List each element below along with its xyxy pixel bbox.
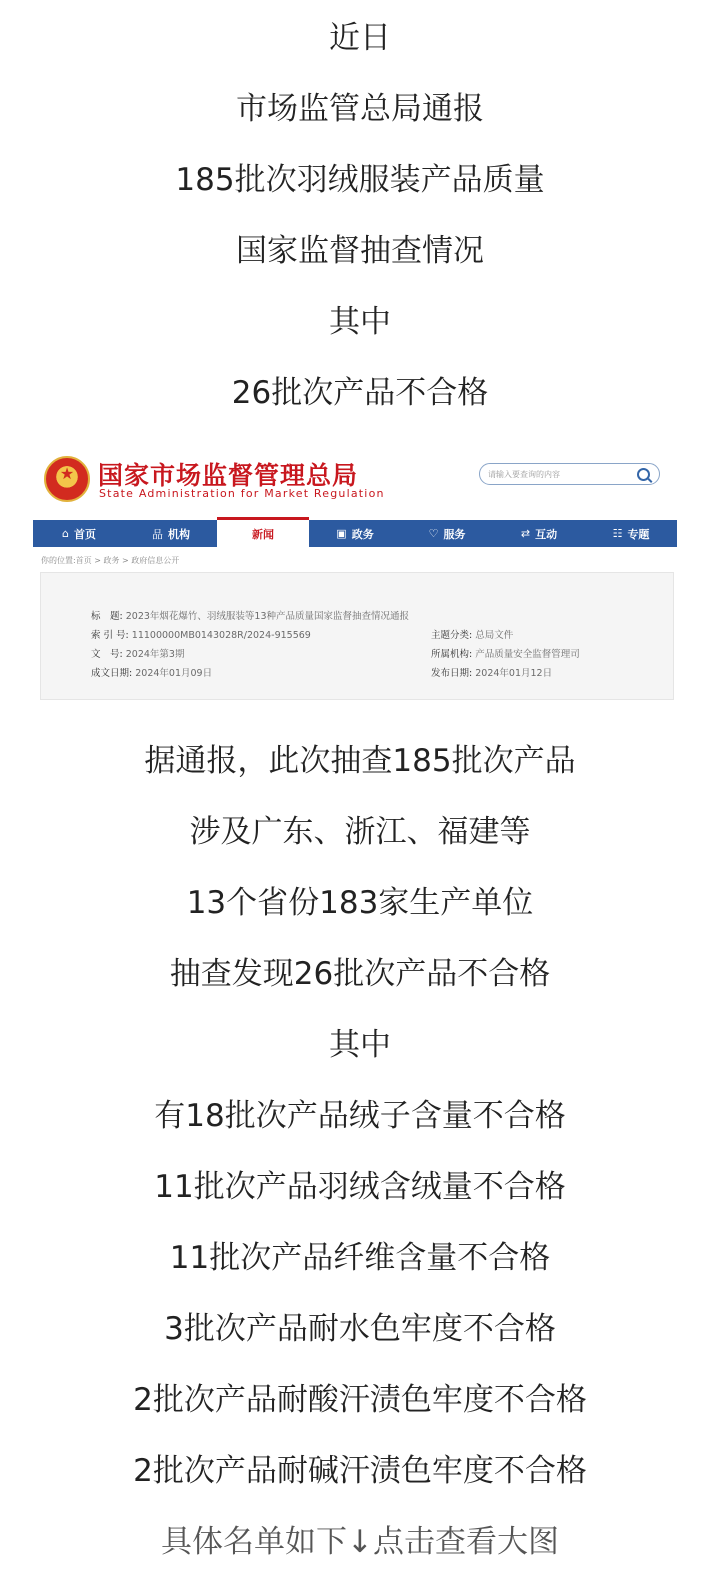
field-value: 2023年烟花爆竹、羽绒服装等13种产品质量国家监督抽查情况通报	[125, 611, 410, 622]
body-line: 其中	[329, 1027, 391, 1063]
doc-index-field	[91, 630, 311, 642]
body-line: 11批次产品纤维含量不合格	[169, 1240, 551, 1276]
body-line: 涉及广东、浙江、福建等	[189, 814, 531, 850]
org-icon: 品	[152, 527, 163, 541]
site-name: 国家市场监督管理总局	[98, 461, 359, 490]
headline-line: 近日	[329, 20, 391, 56]
doc-org-field	[431, 649, 580, 661]
body-line: 有18批次产品绒子含量不合格	[154, 1098, 566, 1134]
field-label: 发布日期:	[431, 668, 473, 679]
embedded-website-screenshot[interactable]	[30, 448, 686, 704]
body-line: 2批次产品耐碱汗渍色牢度不合格	[133, 1453, 587, 1489]
breadcrumb[interactable]: 你的位置:首页 > 政务 > 政府信息公开	[41, 556, 180, 565]
nav-item-label: 机构	[168, 527, 190, 541]
nav-item-label: 首页	[73, 527, 96, 541]
body-line: 2批次产品耐酸汗渍色牢度不合格	[133, 1382, 587, 1418]
nav-bar	[33, 520, 677, 547]
doc-icon: ▣	[336, 527, 347, 540]
search-input[interactable]	[488, 467, 636, 481]
field-value: 11100000MB0143028R/2024-915569	[131, 630, 311, 641]
site-name-english: State Administration for Market Regulation	[99, 487, 385, 500]
exchange-icon: ⇄	[520, 527, 531, 540]
heart-icon: ♡	[428, 527, 439, 540]
field-value: 产品质量安全监督管理司	[475, 649, 580, 660]
nav-item-label: 服务	[443, 527, 466, 541]
nav-item-label: 互动	[535, 527, 558, 541]
field-value: 2024年第3期	[125, 649, 185, 660]
field-label: 所属机构:	[431, 649, 473, 660]
home-icon: ⌂	[62, 527, 69, 540]
body-line: 据通报，此次抽查185批次产品	[144, 743, 576, 779]
field-label: 索 引 号:	[91, 630, 129, 641]
headline-line: 市场监管总局通报	[236, 91, 484, 127]
field-label: 标 题:	[91, 611, 123, 622]
search-box[interactable]	[479, 463, 660, 485]
field-label: 主题分类:	[431, 630, 473, 641]
nav-item-service[interactable]	[401, 520, 493, 547]
body-line: 13个省份183家生产单位	[186, 885, 534, 921]
headline-line: 185批次羽绒服装产品质量	[175, 162, 545, 198]
headline-line: 其中	[329, 304, 391, 340]
field-value: 2024年01月12日	[475, 668, 553, 679]
field-value: 2024年01月09日	[135, 668, 213, 679]
body-line: 抽查发现26批次产品不合格	[169, 956, 551, 992]
nav-item-label: 新闻	[252, 527, 274, 541]
search-icon[interactable]	[637, 468, 650, 481]
document-info-card	[40, 572, 674, 700]
headline-line: 26批次产品不合格	[231, 375, 489, 411]
nav-item-topics[interactable]	[585, 520, 677, 547]
doc-number-field	[91, 649, 184, 661]
field-label: 文 号:	[91, 649, 123, 660]
nav-item-label: 专题	[627, 527, 650, 541]
doc-title-field	[91, 611, 409, 623]
nav-item-affairs[interactable]	[309, 520, 401, 547]
nav-item-label: 政务	[351, 527, 374, 541]
nav-item-home[interactable]	[33, 520, 125, 547]
nav-item-org[interactable]	[125, 520, 217, 547]
nav-item-interact[interactable]	[493, 520, 585, 547]
body-line: 11批次产品羽绒含绒量不合格	[154, 1169, 566, 1205]
national-emblem-icon	[44, 456, 90, 502]
headline-line: 国家监督抽查情况	[236, 233, 484, 269]
field-value: 总局文件	[475, 630, 514, 641]
nav-item-news[interactable]	[217, 517, 309, 547]
field-label: 成文日期:	[91, 668, 133, 679]
doc-written-date-field	[91, 668, 212, 680]
body-line: 3批次产品耐水色牢度不合格	[164, 1311, 556, 1347]
doc-category-field	[431, 630, 513, 642]
view-large-image-prompt[interactable]: 具体名单如下↓点击查看大图	[161, 1524, 559, 1560]
list-icon: ☷	[612, 527, 623, 540]
doc-published-date-field	[431, 668, 552, 680]
